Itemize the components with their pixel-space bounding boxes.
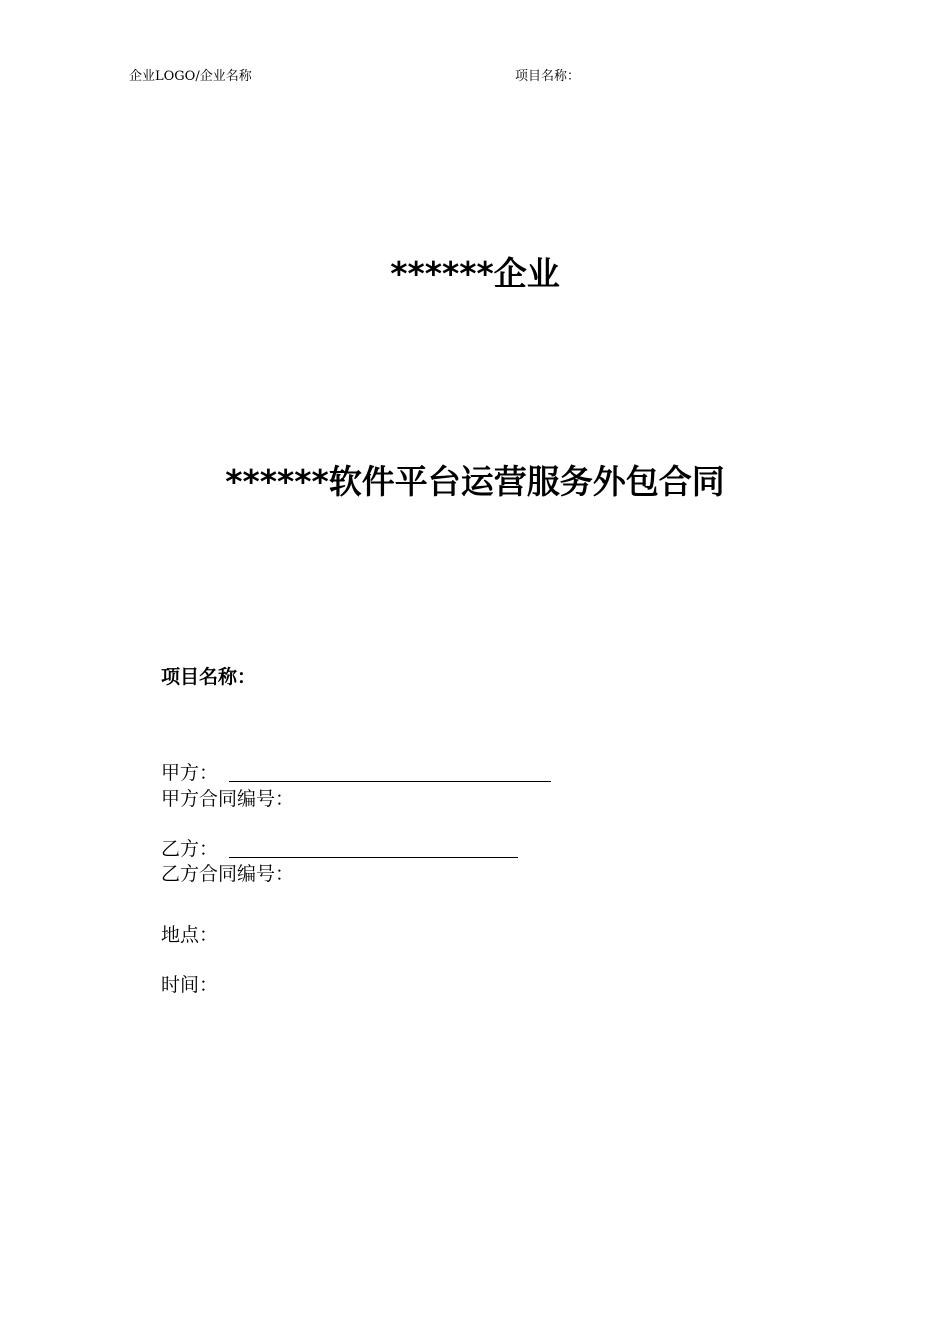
- header-company-logo-name: 企业LOGO/企业名称: [129, 69, 252, 84]
- party-b-underline: [229, 857, 518, 858]
- location-label: 地点：: [161, 924, 219, 946]
- project-name-label: 项目名称：: [161, 666, 257, 688]
- company-title: ******企业: [390, 254, 560, 293]
- party-b-contract-no-label: 乙方合同编号：: [161, 863, 295, 885]
- party-a-label: 甲方：: [161, 762, 219, 784]
- party-b-label: 乙方：: [161, 838, 219, 860]
- header-project-name: 项目名称：: [515, 69, 581, 84]
- party-a-contract-no-label: 甲方合同编号：: [161, 788, 295, 810]
- party-a-underline: [229, 781, 551, 782]
- contract-title: ******软件平台运营服务外包合同: [225, 462, 725, 501]
- time-label: 时间：: [161, 974, 219, 996]
